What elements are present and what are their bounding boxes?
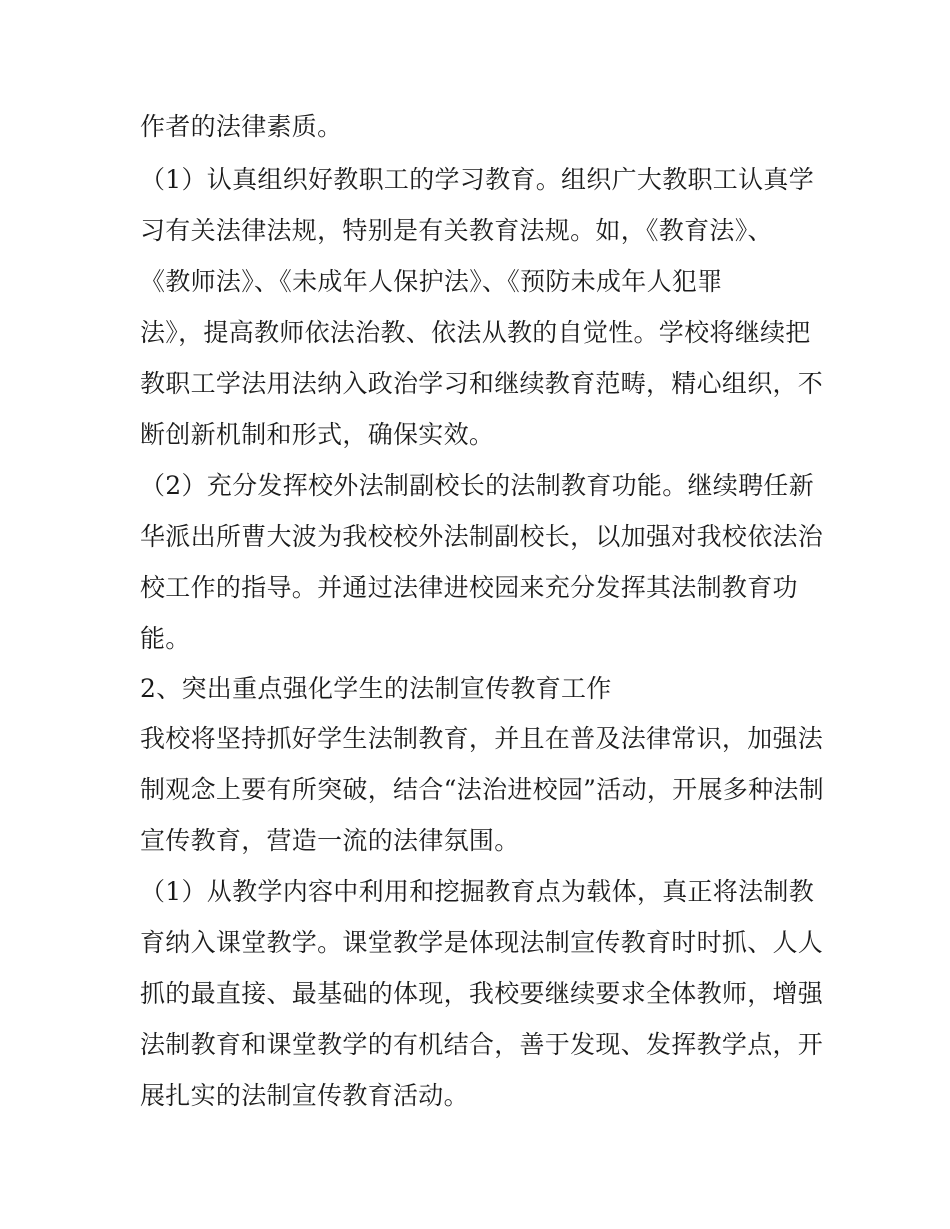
section-heading: 2、突出重点强化学生的法制宣传教育工作 xyxy=(140,674,612,703)
text-line: （2）充分发挥校外法制副校长的法制教育功能。继续聘任新 xyxy=(140,471,815,500)
text-line: 法制教育和课堂教学的有机结合，善于发现、发挥教学点，开 xyxy=(140,1030,824,1059)
text-line: 《教师法》、《未成年人保护法》、《预防未成年人犯罪 xyxy=(140,267,723,296)
text-line: 法》，提高教师依法治教、依法从教的自觉性。学校将继续把 xyxy=(140,318,811,347)
text-line: 抓的最直接、最基础的体现，我校要继续要求全体教师，增强 xyxy=(140,979,824,1008)
text-line: 展扎实的法制宣传教育活动。 xyxy=(140,1081,469,1110)
text-line: 作者的法律素质。 xyxy=(140,112,343,141)
text-line: 校工作的指导。并通过法律进校园来充分发挥其法制教育功 xyxy=(140,573,798,602)
text-line: 习有关法律法规，特别是有关教育法规。如，《教育法》、 xyxy=(140,216,773,245)
text-line: （1）从教学内容中利用和挖掘教育点为载体，真正将法制教 xyxy=(140,877,815,906)
text-line: 教职工学法用法纳入政治学习和继续教育范畴，精心组织，不 xyxy=(140,369,824,398)
text-line: 我校将坚持抓好学生法制教育，并且在普及法律常识，加强法 xyxy=(140,724,824,753)
text-line: （1）认真组织好教职工的学习教育。组织广大教职工认真学 xyxy=(140,165,815,194)
text-line: 宣传教育，营造一流的法律氛围。 xyxy=(140,826,520,855)
text-line: 断创新机制和形式，确保实效。 xyxy=(140,420,495,449)
text-line: 华派出所曹大波为我校校外法制副校长，以加强对我校依法治 xyxy=(140,522,824,551)
text-line: 制观念上要有所突破，结合“法治进校园”活动，开展多种法制 xyxy=(140,775,824,804)
text-line: 育纳入课堂教学。课堂教学是体现法制宣传教育时时抓、人人 xyxy=(140,928,824,957)
text-line: 能。 xyxy=(140,624,191,653)
